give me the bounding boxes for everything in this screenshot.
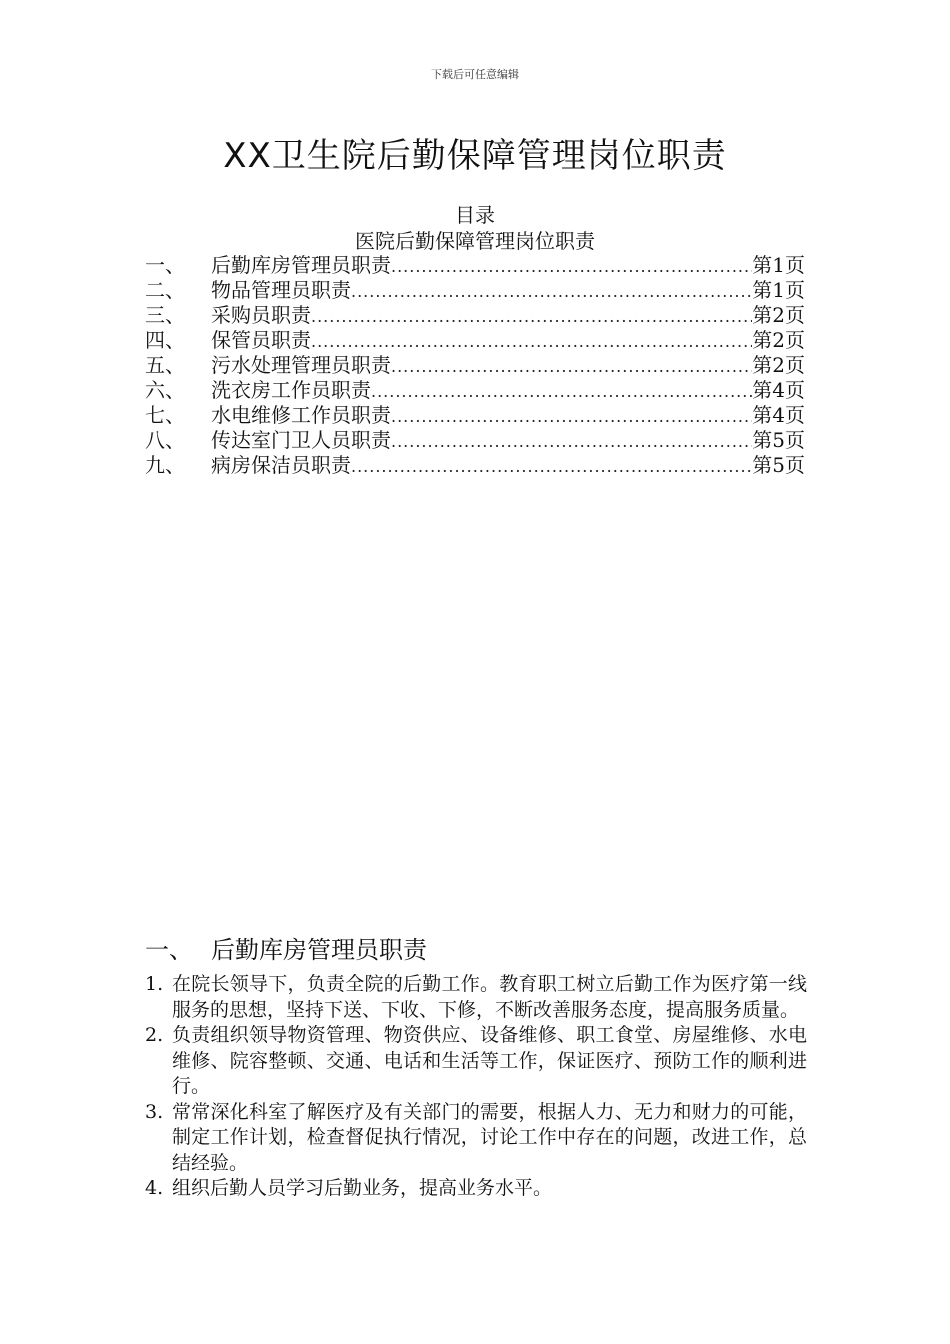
- toc-entry-label: 后勤库房管理员职责: [211, 253, 391, 277]
- list-item-number: 1.: [145, 973, 164, 995]
- toc-entry-label: 保管员职责: [211, 328, 311, 352]
- toc-entry-label: 洗衣房工作员职责: [211, 378, 371, 402]
- toc-entry-number: 八、: [145, 428, 185, 452]
- toc-entry[interactable]: [145, 374, 805, 402]
- section-title: 后勤库房管理员职责: [211, 936, 427, 964]
- document-title: XX卫生院后勤保障管理岗位职责: [223, 136, 727, 176]
- toc-entry-number: 六、: [145, 378, 185, 402]
- toc-entry[interactable]: [145, 399, 805, 427]
- list-item-number: 4.: [145, 1177, 164, 1199]
- header-note: 下载后可任意编辑: [431, 68, 519, 81]
- toc-dot-leader: [351, 282, 752, 301]
- toc-heading: 目录: [455, 203, 495, 227]
- toc-dot-leader: [391, 432, 752, 451]
- toc-entry-page: 第5页: [752, 428, 805, 452]
- toc-entry-label: 病房保洁员职责: [211, 453, 351, 477]
- toc-entry-page: 第2页: [752, 353, 805, 377]
- toc-entry-label: 传达室门卫人员职责: [211, 428, 391, 452]
- toc-entry-label: 物品管理员职责: [211, 278, 351, 302]
- toc-entry-number: 三、: [145, 303, 185, 327]
- toc-entry-page: 第2页: [752, 303, 805, 327]
- toc-dot-leader: [391, 407, 752, 426]
- toc-dot-leader: [311, 307, 752, 326]
- toc-entry[interactable]: [145, 299, 805, 327]
- toc-entry[interactable]: [145, 324, 805, 352]
- toc-entry-number: 一、: [145, 253, 185, 277]
- toc-entry[interactable]: [145, 274, 805, 302]
- toc-entry-number: 二、: [145, 278, 185, 302]
- toc-dot-leader: [391, 357, 752, 376]
- list-item: [145, 1023, 807, 1100]
- toc-entry-page: 第1页: [752, 253, 805, 277]
- toc-dot-leader: [391, 257, 752, 276]
- toc-entry[interactable]: [145, 349, 805, 377]
- list-item: [145, 1176, 807, 1202]
- list-item-number: 2.: [145, 1024, 164, 1046]
- toc-entry-number: 七、: [145, 403, 185, 427]
- toc-entry-page: 第2页: [752, 328, 805, 352]
- toc-entry-page: 第4页: [752, 403, 805, 427]
- toc-entry-label: 水电维修工作员职责: [211, 403, 391, 427]
- list-item-text: 在院长领导下，负责全院的后勤工作。教育职工树立后勤工作为医疗第一线服务的思想，坚持下送、下收、下修，不断改善服务态度，提高服务质量。: [172, 973, 807, 1021]
- section-heading: [145, 930, 805, 965]
- list-item: [145, 1100, 807, 1177]
- toc-entry-page: 第1页: [752, 278, 805, 302]
- section-number: 一、: [145, 936, 193, 964]
- toc-entry-page: 第4页: [752, 378, 805, 402]
- toc-subheading: 医院后勤保障管理岗位职责: [355, 229, 595, 253]
- toc-entry-number: 四、: [145, 328, 185, 352]
- list-item-text: 组织后勤人员学习后勤业务，提高业务水平。: [172, 1177, 553, 1199]
- toc-entry[interactable]: [145, 424, 805, 452]
- toc-entry[interactable]: [145, 249, 805, 277]
- toc-entry-label: 采购员职责: [211, 303, 311, 327]
- toc-entry[interactable]: [145, 449, 805, 477]
- table-of-contents: [145, 249, 805, 477]
- list-item: [145, 972, 807, 1023]
- list-item-text: 负责组织领导物资管理、物资供应、设备维修、职工食堂、房屋维修、水电维修、院容整顿、交通、电话和生活等工作，保证医疗、预防工作的顺利进行。: [172, 1024, 807, 1097]
- toc-entry-number: 五、: [145, 353, 185, 377]
- duty-list: [145, 972, 807, 1202]
- toc-dot-leader: [351, 457, 752, 476]
- toc-entry-number: 九、: [145, 453, 185, 477]
- toc-entry-label: 污水处理管理员职责: [211, 353, 391, 377]
- toc-dot-leader: [371, 382, 752, 401]
- list-item-text: 常常深化科室了解医疗及有关部门的需要，根据人力、无力和财力的可能，制定工作计划，检查督促执行情况，讨论工作中存在的问题，改进工作，总结经验。: [172, 1100, 807, 1174]
- list-item-number: 3.: [145, 1100, 164, 1123]
- toc-entry-page: 第5页: [752, 453, 805, 477]
